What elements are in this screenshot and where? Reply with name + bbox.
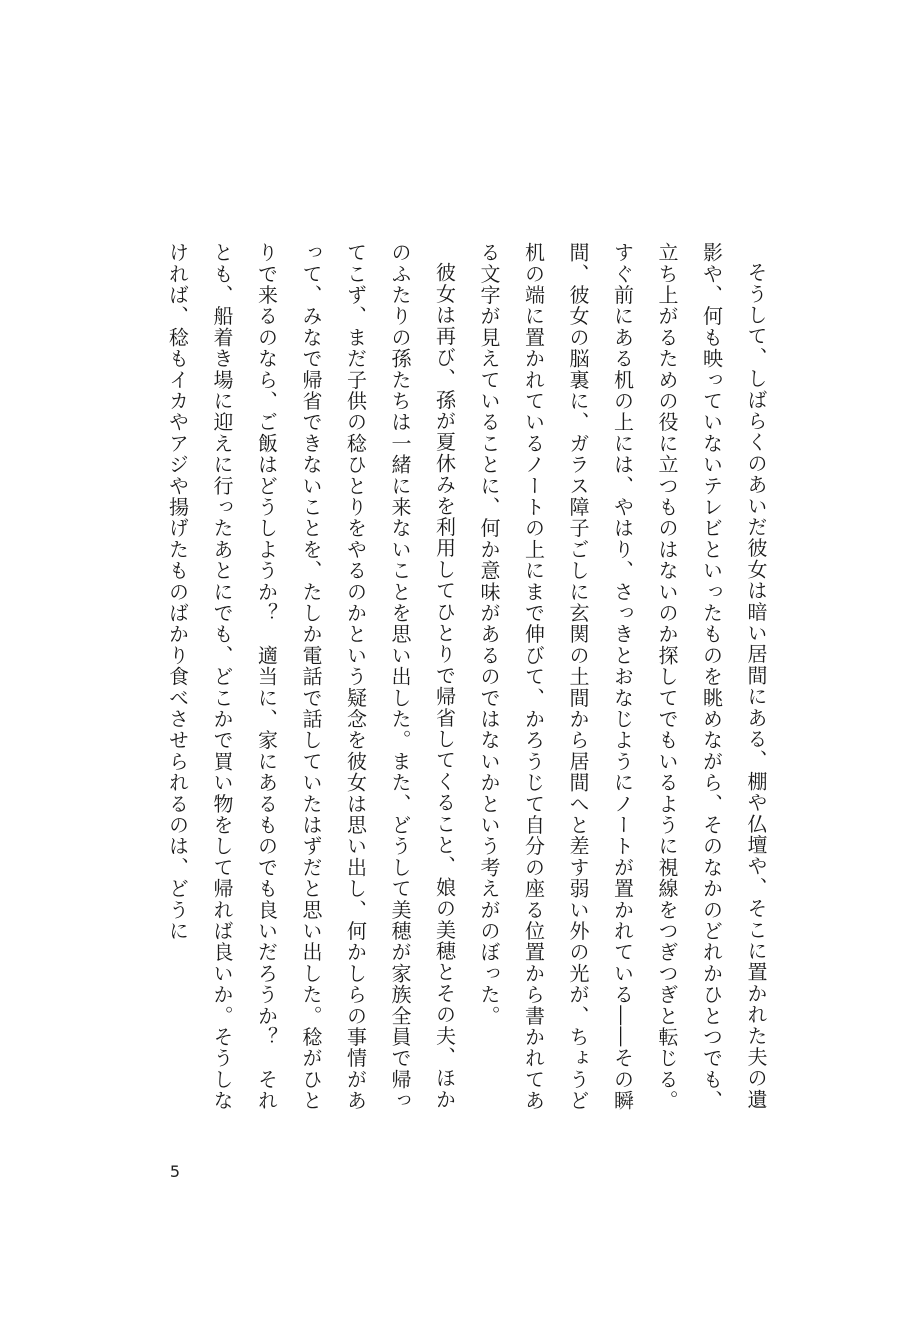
paragraph-1: そうして、しばらくのあいだ彼女は暗い居間にある、棚や仏壇や、そこに置かれた夫の遺影や、何も映っていないテレビといったものを眺めながら、そのなかのどれかひとつでも、立ち上がるための役に立つものはないのか探してでもいるように視線をつぎつぎと転じる。すぐ前にある机の上には、やはり、さっきとおなじようにノートが置かれている――その瞬間、彼女の脳裏に、ガラス障子ごしに玄関の土間から居間へと差す弱い外の光が、ちょうど机の端に置かれているノートの上にまで伸びて、かろうじて自分の座る位置から書かれてある文字が見えていることに、何か意味があるのではないかという考えがのぼった。 bbox=[477, 242, 768, 1112]
paragraph-2: 彼女は再び、孫が夏休みを利用してひとりで帰省してくること、娘の美穂とその夫、ほかのふたりの孫たちは一緒に来ないことを思い出した。また、どうして美穂が家族全員で帰ってこず、まだ子供の稔ひとりをやるのかという疑念を彼女は思い出し、何かしらの事情があって、みなで帰省できないことを、たしか電話で話していたはずだと思い出した。稔がひとりで来るのなら、ご飯はどうしようか？ 適当に、家にあるものでも良いだろうか？ それとも、船着き場に迎えに行ったあとにでも、どこかで買い物をして帰れば良いか。そうしなければ、稔もイカやアジや揚げたものばかり食べさせられるのは、どうに bbox=[165, 242, 457, 1112]
vertical-text-body bbox=[138, 242, 778, 1122]
page-number: 5 bbox=[169, 1162, 181, 1181]
